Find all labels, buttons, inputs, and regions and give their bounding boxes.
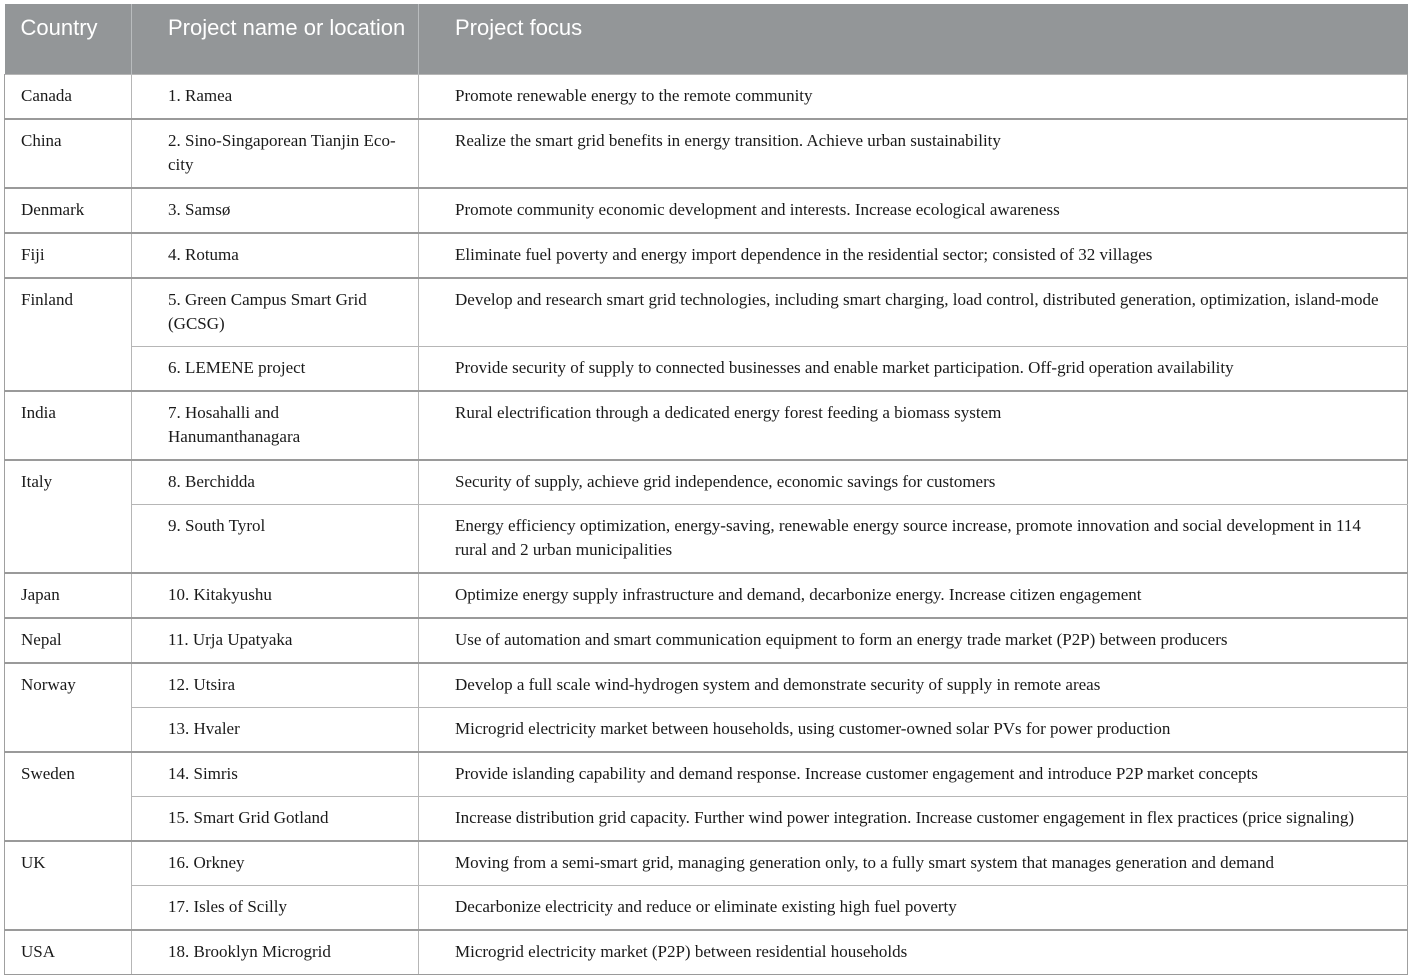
table-row xyxy=(5,504,1408,573)
project-name-cell: 15. Smart Grid Gotland xyxy=(132,796,419,841)
table-row xyxy=(5,707,1408,752)
project-focus-cell: Rural electrification through a dedicated energy forest feeding a biomass system xyxy=(419,391,1408,460)
project-name-cell: 17. Isles of Scilly xyxy=(132,885,419,930)
country-cell: Finland xyxy=(5,278,132,391)
project-name-cell: 13. Hvaler xyxy=(132,707,419,752)
project-name-cell: 18. Brooklyn Microgrid xyxy=(132,930,419,975)
project-name-cell: 11. Urja Upatyaka xyxy=(132,618,419,663)
table-row xyxy=(5,119,1408,188)
table-row xyxy=(5,885,1408,930)
project-focus-cell: Provide islanding capability and demand response. Increase customer engagement and introduce P2P market concepts xyxy=(419,752,1408,797)
project-name-cell: 9. South Tyrol xyxy=(132,504,419,573)
table-row xyxy=(5,278,1408,347)
project-focus-cell: Energy efficiency optimization, energy-saving, renewable energy source increase, promote innovation and social development in 114 rural and 2 urban municipalities xyxy=(419,504,1408,573)
project-name-cell: 14. Simris xyxy=(132,752,419,797)
table-row xyxy=(5,930,1408,975)
table-row xyxy=(5,752,1408,797)
country-cell: Italy xyxy=(5,460,132,573)
table-row xyxy=(5,663,1408,708)
country-cell: Nepal xyxy=(5,618,132,663)
project-name-cell: 4. Rotuma xyxy=(132,233,419,278)
country-cell: Japan xyxy=(5,573,132,618)
project-focus-cell: Microgrid electricity market between households, using customer-owned solar PVs for power production xyxy=(419,707,1408,752)
project-name-cell: 5. Green Campus Smart Grid (GCSG) xyxy=(132,278,419,347)
project-focus-cell: Optimize energy supply infrastructure and demand, decarbonize energy. Increase citizen engagement xyxy=(419,573,1408,618)
project-name-cell: 10. Kitakyushu xyxy=(132,573,419,618)
project-focus-cell: Increase distribution grid capacity. Further wind power integration. Increase customer engagement in flex practices (price signaling) xyxy=(419,796,1408,841)
country-cell: USA xyxy=(5,930,132,975)
table-row xyxy=(5,618,1408,663)
country-cell: China xyxy=(5,119,132,188)
table-header xyxy=(5,4,1408,74)
table-body xyxy=(5,74,1408,974)
project-focus-cell: Microgrid electricity market (P2P) between residential households xyxy=(419,930,1408,975)
project-focus-cell: Moving from a semi-smart grid, managing generation only, to a fully smart system that manages generation and demand xyxy=(419,841,1408,886)
project-name-cell: 6. LEMENE project xyxy=(132,346,419,391)
project-name-cell: 1. Ramea xyxy=(132,74,419,119)
country-cell: India xyxy=(5,391,132,460)
country-cell: Denmark xyxy=(5,188,132,233)
table-row xyxy=(5,346,1408,391)
project-name-cell: 7. Hosahalli and Hanumanthanagara xyxy=(132,391,419,460)
header-row xyxy=(5,4,1408,74)
country-cell: Fiji xyxy=(5,233,132,278)
table-row xyxy=(5,460,1408,505)
table-row xyxy=(5,841,1408,886)
table-row xyxy=(5,233,1408,278)
project-name-cell: 3. Samsø xyxy=(132,188,419,233)
project-focus-cell: Promote renewable energy to the remote community xyxy=(419,74,1408,119)
project-focus-cell: Eliminate fuel poverty and energy import dependence in the residential sector; consisted of 32 villages xyxy=(419,233,1408,278)
project-name-cell: 8. Berchidda xyxy=(132,460,419,505)
project-focus-cell: Promote community economic development and interests. Increase ecological awareness xyxy=(419,188,1408,233)
project-focus-cell: Develop a full scale wind-hydrogen system and demonstrate security of supply in remote areas xyxy=(419,663,1408,708)
country-cell: Sweden xyxy=(5,752,132,841)
projects-table xyxy=(4,4,1408,975)
table-row xyxy=(5,188,1408,233)
project-name-cell: 16. Orkney xyxy=(132,841,419,886)
project-focus-cell: Realize the smart grid benefits in energy transition. Achieve urban sustainability xyxy=(419,119,1408,188)
project-focus-cell: Develop and research smart grid technologies, including smart charging, load control, distributed generation, optimization, island-mode xyxy=(419,278,1408,347)
table-row xyxy=(5,74,1408,119)
project-name-cell: 12. Utsira xyxy=(132,663,419,708)
header-project-focus: Project focus xyxy=(419,4,1408,74)
country-cell: UK xyxy=(5,841,132,930)
country-cell: Norway xyxy=(5,663,132,752)
table-row xyxy=(5,573,1408,618)
header-project-name: Project name or location xyxy=(132,4,419,74)
table-row xyxy=(5,391,1408,460)
header-country: Country xyxy=(5,4,132,74)
project-focus-cell: Security of supply, achieve grid independence, economic savings for customers xyxy=(419,460,1408,505)
table-row xyxy=(5,796,1408,841)
project-focus-cell: Provide security of supply to connected businesses and enable market participation. Off-grid operation availability xyxy=(419,346,1408,391)
project-focus-cell: Use of automation and smart communication equipment to form an energy trade market (P2P) between producers xyxy=(419,618,1408,663)
project-focus-cell: Decarbonize electricity and reduce or eliminate existing high fuel poverty xyxy=(419,885,1408,930)
project-name-cell: 2. Sino-Singaporean Tianjin Eco-city xyxy=(132,119,419,188)
country-cell: Canada xyxy=(5,74,132,119)
